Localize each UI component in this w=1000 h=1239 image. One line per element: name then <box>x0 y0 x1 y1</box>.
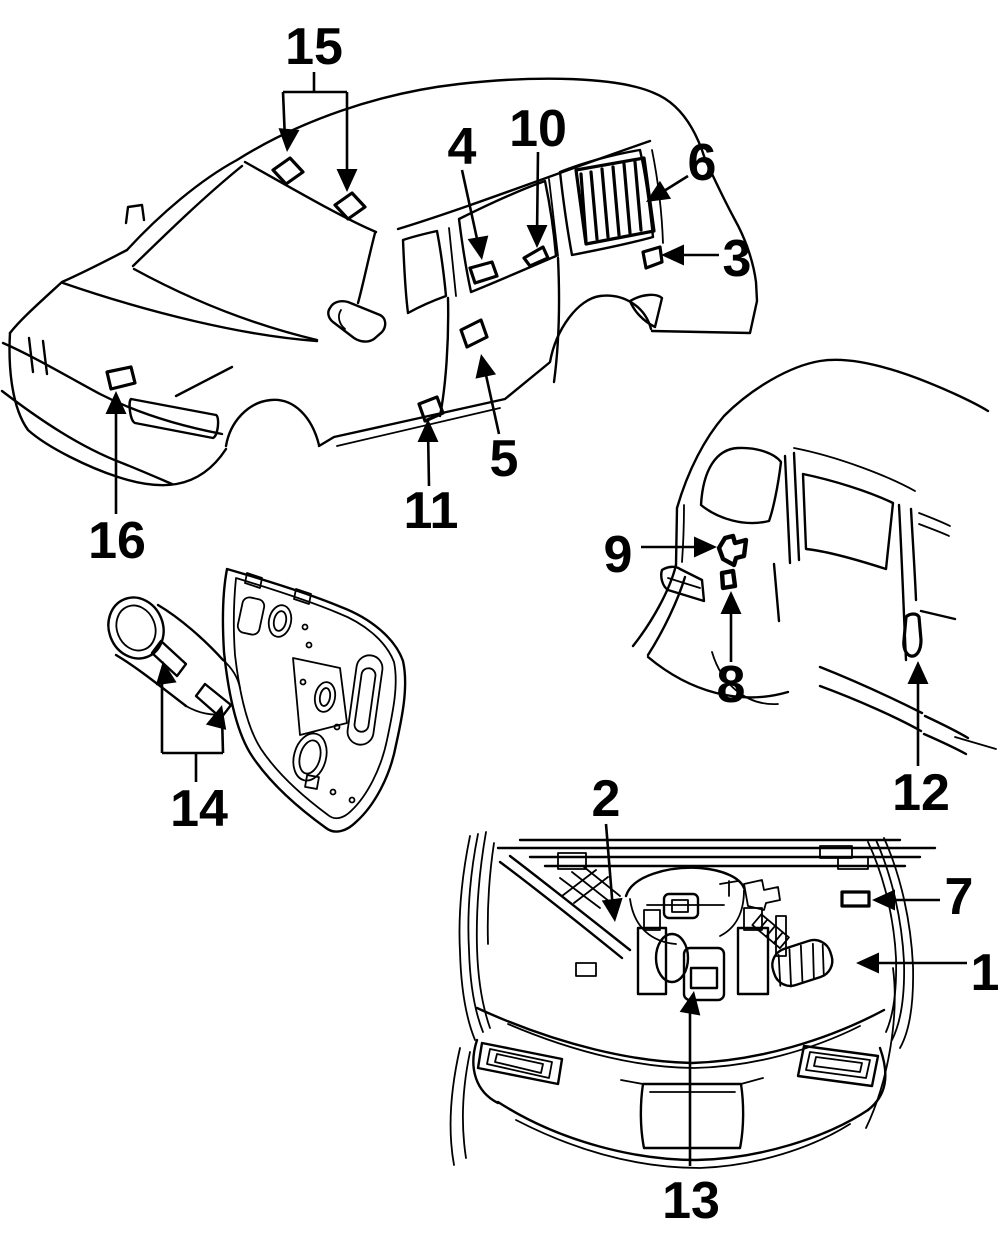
callout-11 <box>404 419 459 540</box>
callout-number-10: 10 <box>509 100 567 158</box>
vehicle-quarter-view <box>633 360 996 754</box>
front-fascia <box>451 1008 886 1168</box>
callout-8 <box>717 591 746 714</box>
antenna-nub <box>126 205 144 223</box>
callout-6 <box>640 134 716 211</box>
sill-label-11 <box>419 397 443 421</box>
door-seam <box>774 564 779 621</box>
callout-4 <box>448 118 493 262</box>
rear-pillar <box>899 505 916 660</box>
callout-number-3: 3 <box>722 230 752 288</box>
bumper-label-16 <box>107 367 135 389</box>
headlight <box>130 399 219 438</box>
callout-number-2: 2 <box>591 770 621 828</box>
callout-number-4: 4 <box>447 118 477 176</box>
pillar-label-3 <box>643 247 662 268</box>
callout-16 <box>88 391 146 570</box>
rear-bumper-cap <box>630 295 662 327</box>
callout-number-9: 9 <box>603 526 633 584</box>
door-seams <box>337 258 559 446</box>
callout-number-7: 7 <box>944 868 974 926</box>
callout-number-14: 14 <box>170 780 228 838</box>
alternator-1-target <box>768 936 837 991</box>
callout-number-13: 13 <box>662 1172 720 1230</box>
jamb-label-12 <box>904 614 921 656</box>
callout-number-11: 11 <box>403 482 459 540</box>
filler-pipe-and-panel <box>99 569 405 832</box>
door-handle <box>921 611 955 619</box>
callout-5 <box>471 352 519 488</box>
callout-layer <box>88 18 999 1230</box>
label-7-target <box>842 892 869 906</box>
fender-crease <box>176 367 232 396</box>
hood-seam <box>63 283 317 341</box>
door-label-4 <box>470 262 497 283</box>
hinge-label-8 <box>722 571 735 588</box>
rocker-lines <box>820 667 996 754</box>
callout-number-15: 15 <box>285 18 343 76</box>
callout-15 <box>277 18 358 192</box>
callout-number-8: 8 <box>716 656 746 714</box>
callout-number-1: 1 <box>970 944 1000 1002</box>
sliding-door-window <box>803 474 893 569</box>
callout-3 <box>661 230 751 288</box>
callout-2 <box>592 770 626 923</box>
panel-holes <box>236 596 384 802</box>
callout-number-12: 12 <box>892 764 950 822</box>
pillar-label-5 <box>461 320 487 347</box>
callout-14 <box>153 660 233 838</box>
hinge-label-9 <box>719 536 746 565</box>
rear-vent-louver <box>576 158 654 244</box>
callout-7 <box>872 868 973 926</box>
front-door-window <box>701 448 781 523</box>
callout-number-6: 6 <box>687 134 717 192</box>
callout-number-16: 16 <box>88 512 146 570</box>
callout-13 <box>662 989 720 1230</box>
air-cleaner <box>626 868 744 944</box>
callout-number-5: 5 <box>489 430 519 488</box>
door-label-10 <box>524 247 548 266</box>
b-pillar <box>785 453 799 563</box>
filler-pipe <box>99 589 240 718</box>
license-plate-recess <box>641 1084 743 1148</box>
side-mirror <box>328 301 385 341</box>
callout-1 <box>856 944 999 1002</box>
